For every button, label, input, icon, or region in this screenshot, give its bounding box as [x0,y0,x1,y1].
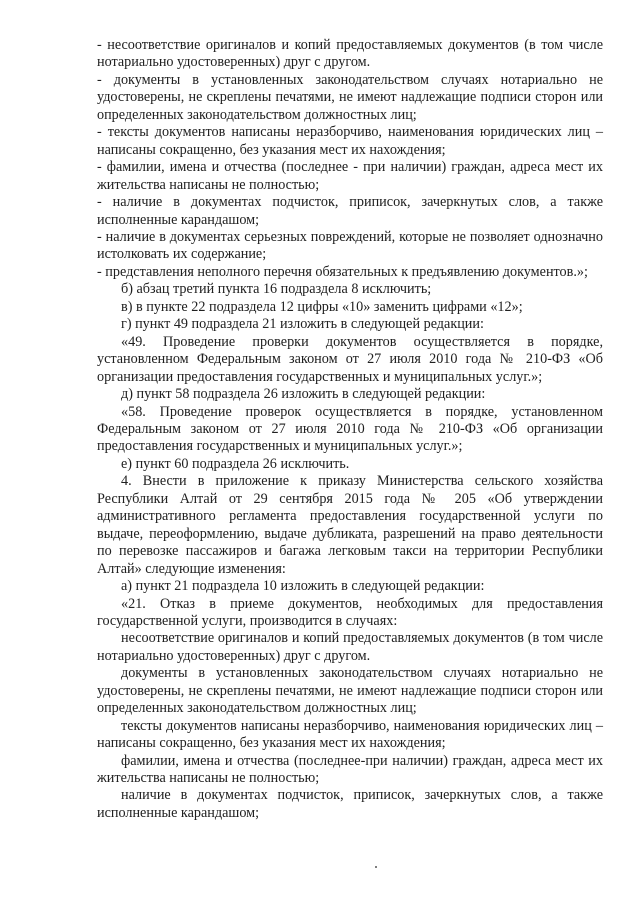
paragraph-1: - несоответствие оригиналов и копий предоставляемых документов (в том числе нотариально удостоверенных) друг с другом. [97,37,603,71]
paragraph-2: - документы в установленных законодательством случаях нотариально не удостоверены, не скреплены печатями, не имеют надлежащие подписи сторон или определенных законодательством должностных лиц; [97,71,603,123]
paragraph-17: «21. Отказ в приеме документов, необходимых для предоставления государственной услуги, производится в случаях: [97,595,603,629]
paragraph-19: документы в установленных законодательством случаях нотариально не удостоверены, не скреплены печатями, не имеют надлежащие подписи сторон или определенных законодательством должностных лиц; [97,665,603,717]
paragraph-21: фамилии, имена и отчества (последнее-при наличии) граждан, адреса мест их жительства написаны не полностью; [97,752,603,787]
paragraph-10: г) пункт 49 подраздела 21 изложить в следующей редакции: [121,316,484,333]
paragraph-12: д) пункт 58 подраздела 26 изложить в следующей редакции: [121,386,486,403]
paragraph-9: в) в пункте 22 подраздела 12 цифры «10» заменить цифрами «12»; [121,298,523,315]
document-body [97,37,603,822]
scan-speck [375,866,377,868]
paragraph-7: - представления неполного перечня обязательных к предъявлению документов.»; [97,263,588,280]
paragraph-20: тексты документов написаны неразборчиво, наименования юридических лиц – написаны сокращенно, без указания мест их нахождения; [97,717,603,752]
paragraph-14: е) пункт 60 подраздела 26 исключить. [121,455,350,472]
paragraph-18: несоответствие оригиналов и копий предоставляемых документов (в том числе нотариально удостоверенных) друг с другом. [97,630,603,664]
paragraph-13: «58. Проведение проверок осуществляется в порядке, установленном Федеральным законом от 27 июля 2010 года № 210-ФЗ «Об организации предоставления государственных и муниципальных услуг.»; [97,403,603,455]
paragraph-15: 4. Внести в приложение к приказу Министерства сельского хозяйства Республики Алтай от 29 сентября 2015 года № 205 «Об утверждении административного регламента предоставления государственной услуги по выдаче, переоформлению, выдаче дубликата, разрешений на право деятельности по перевозке пассажиров и багажа легковым такси на территории Республики Алтай» следующие изменения: [97,473,603,577]
paragraph-5: - наличие в документах подчисток, приписок, зачеркнутых слов, а также исполненные карандашом; [97,194,603,228]
paragraph-6: - наличие в документах серьезных повреждений, которые не позволяет однозначно истолковать их содержание; [97,228,603,263]
paragraph-11: «49. Проведение проверки документов осуществляется в порядке, установленном Федеральным законом от 27 июля 2010 года № 210-ФЗ «Об организации предоставления государственных и муниципальных услуг.»; [97,333,603,385]
paragraph-3: - тексты документов написаны неразборчиво, наименования юридических лиц – написаны сокращенно, без указания мест их нахождения; [97,124,603,158]
paragraph-16: а) пункт 21 подраздела 10 изложить в следующей редакции: [121,578,485,595]
paragraph-22: наличие в документах подчисток, приписок, зачеркнутых слов, а также исполненные карандашом; [97,787,603,821]
paragraph-4: - фамилии, имена и отчества (последнее - при наличии) граждан, адреса мест их жительства написаны не полностью; [97,159,603,193]
paragraph-8: б) абзац третий пункта 16 подраздела 8 исключить; [121,281,432,298]
